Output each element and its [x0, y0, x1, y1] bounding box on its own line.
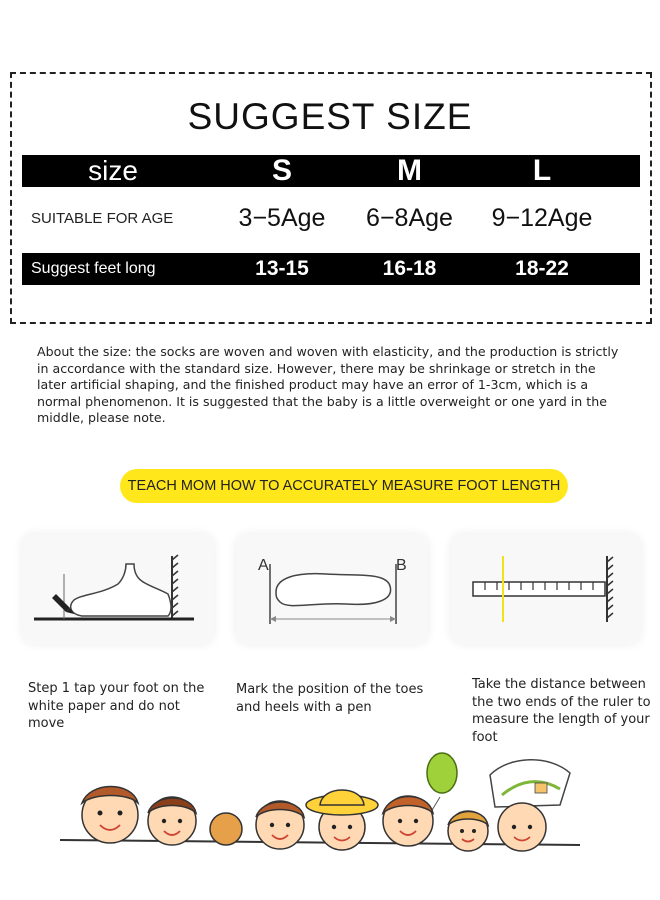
- feet-s: 13-15: [255, 257, 309, 280]
- balloon-icon: [427, 753, 457, 793]
- mark-b-label: B: [396, 557, 407, 574]
- measure-guide-banner: TEACH MOM HOW TO ACCURATELY MEASURE FOOT LENGTH: [120, 469, 568, 503]
- step2-illustration: [236, 534, 428, 644]
- size-header-row: [22, 155, 640, 187]
- feet-row-label: Suggest feet long: [31, 260, 156, 277]
- age-m: 6−8Age: [366, 203, 453, 232]
- bear-icon: [210, 813, 242, 845]
- size-s: S: [271, 154, 292, 187]
- step1-text: Step 1 tap your foot on the white paper and do not move: [28, 681, 205, 731]
- age-row: [22, 196, 640, 240]
- feet-m: 16-18: [382, 257, 437, 280]
- size-header-label: size: [88, 155, 138, 186]
- step2-text: Mark the position of the toes and heels with a pen: [236, 682, 424, 715]
- foot-outline-icon: [236, 534, 428, 644]
- ruler-icon: [451, 534, 641, 644]
- page-title: SUGGEST SIZE: [187, 96, 473, 137]
- age-row-label: SUITABLE FOR AGE: [31, 209, 174, 227]
- foot-on-paper-icon: [22, 534, 214, 644]
- size-note-paragraph: About the size: the socks are woven and woven with elasticity, and the production is strictly in accordance with the standard size. However, there may be shrinkage or stretch in the later artificial shaping, and the finished product may have an error of 1-3cm, which is a normal phenomenon. It is suggested that the baby is a little overweight or one yard in the middle, please note.: [37, 344, 619, 426]
- sign-icon: [490, 760, 570, 807]
- cartoon-kids-illustration: [40, 745, 600, 870]
- step1-illustration: [22, 534, 214, 644]
- size-l: L: [532, 154, 552, 187]
- size-m: M: [397, 154, 422, 187]
- feet-l: 18-22: [515, 257, 569, 280]
- age-s: 3−5Age: [238, 203, 326, 232]
- step3-text: Take the distance between the two ends of the ruler to measure the length of your foot: [472, 677, 651, 745]
- feet-length-row: [22, 253, 640, 285]
- kid-face-icon: [498, 803, 546, 851]
- step3-illustration: [451, 534, 641, 644]
- age-l: 9−12Age: [491, 203, 593, 232]
- mark-a-label: A: [258, 557, 269, 574]
